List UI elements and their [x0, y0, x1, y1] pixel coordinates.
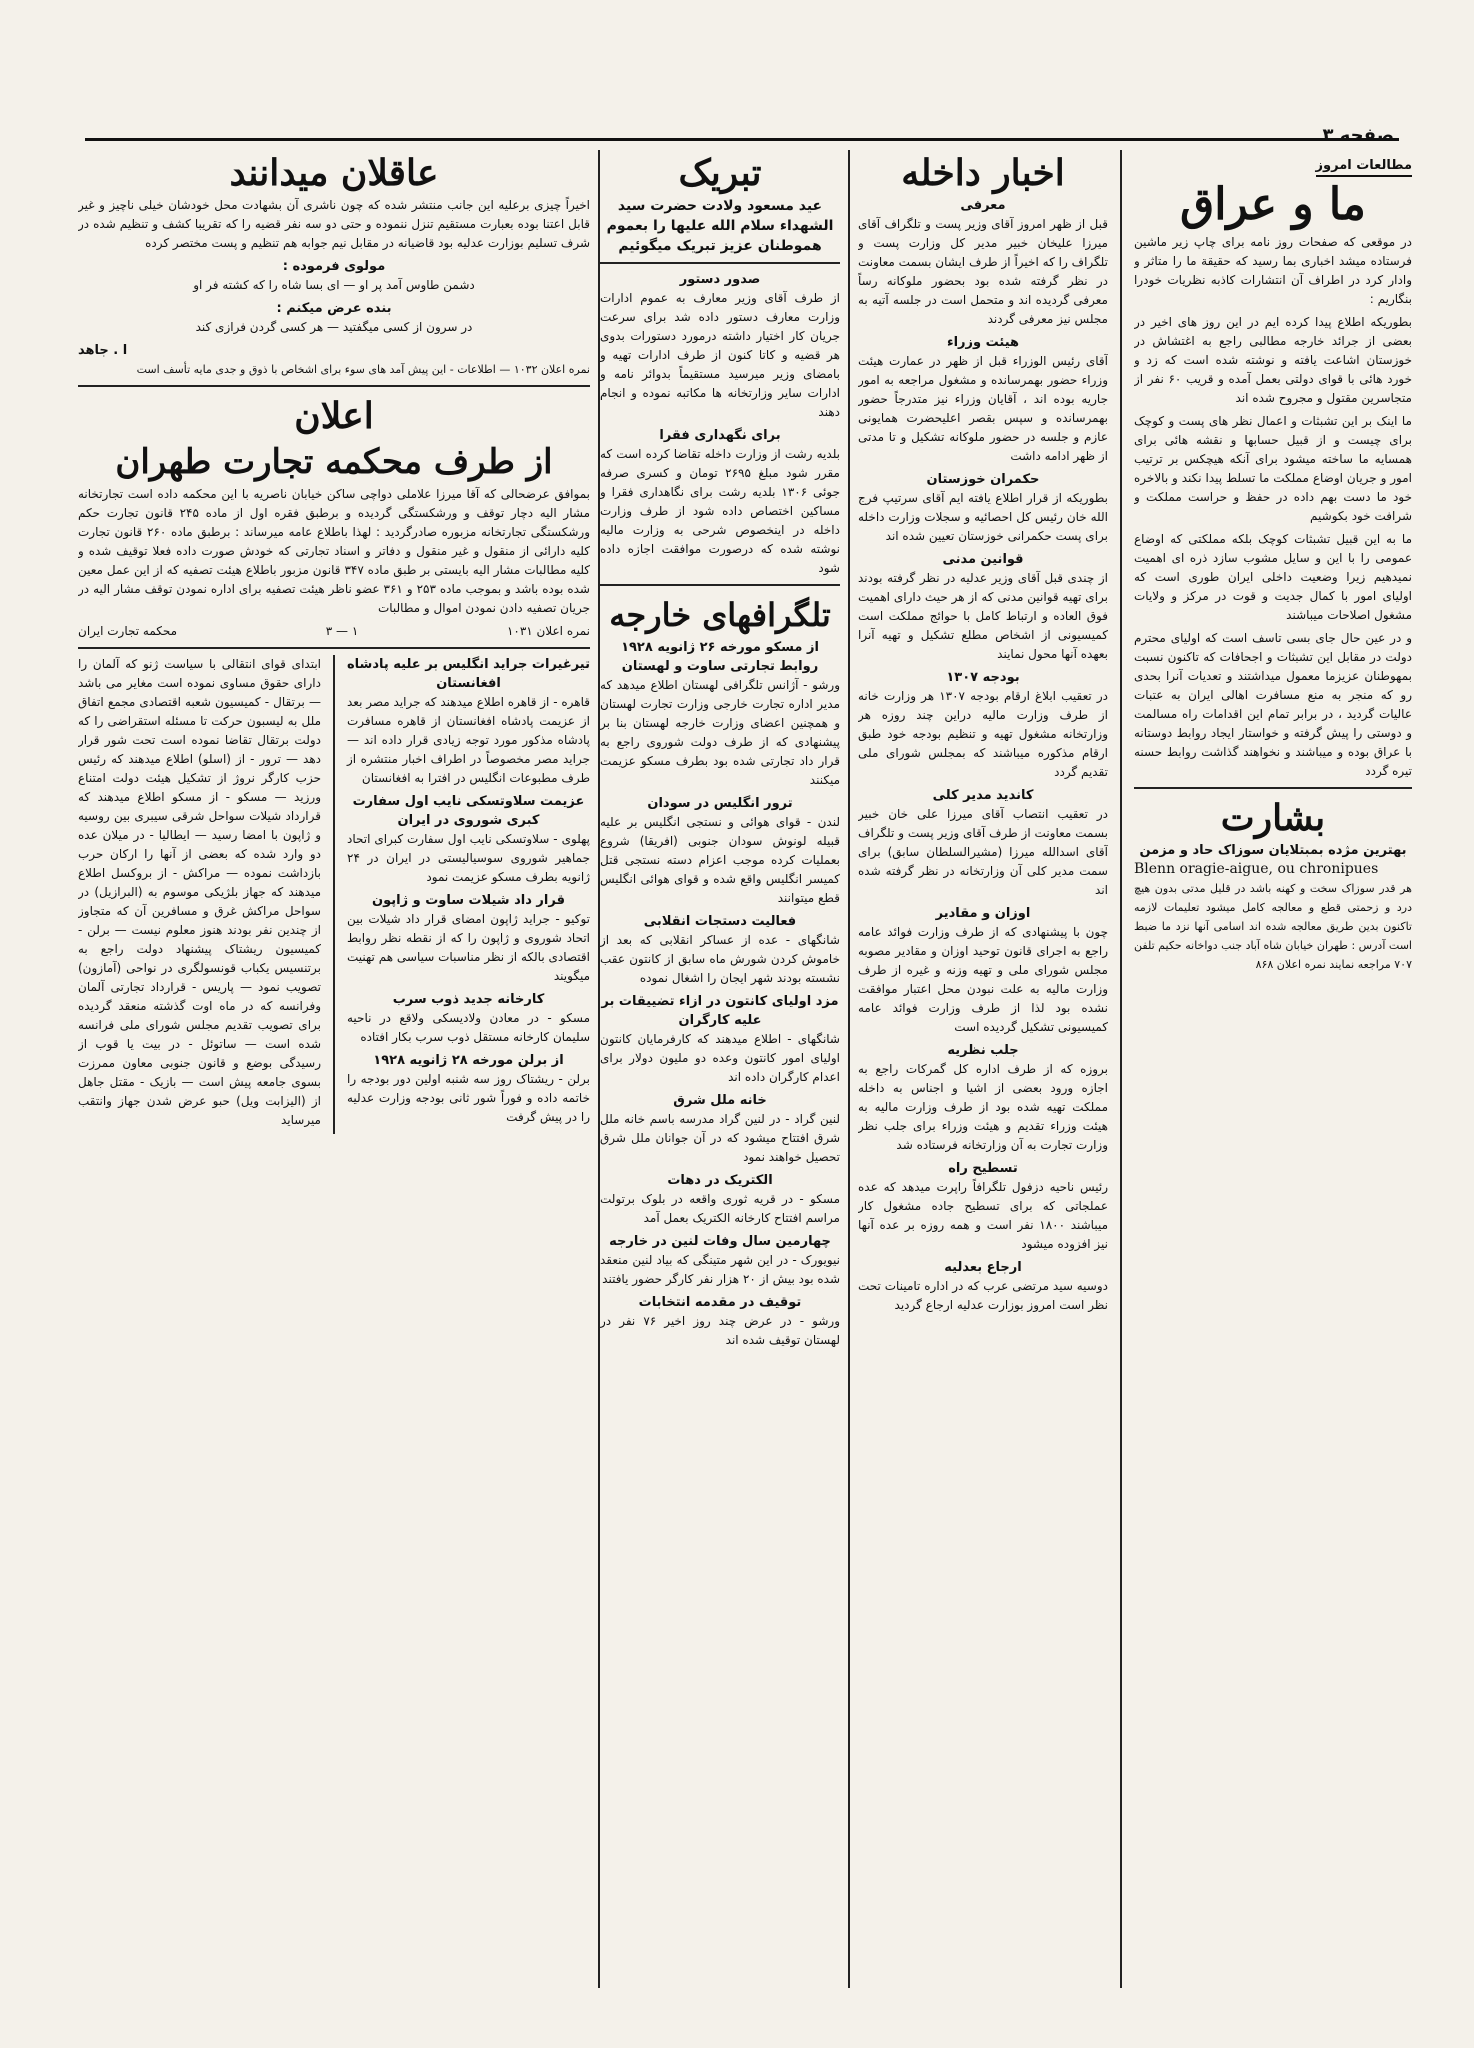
- section-body: مسکو - در قریه ثوری واقعه در بلوک برتولت مراسم افتتاح کارخانه الکتریک بعمل آمد: [600, 1192, 840, 1225]
- divider: [600, 262, 840, 264]
- section-body: از طرف آقای وزیر معارف به عموم ادارات وزارت معارف دستور داده شد برای سرعت جریان کار اختیار داشته درمورد دستورات بدوی هر قضیه و کاتا کنون از طرف ادارات تهیه و بامضای وزیر میرسید مستقیماً بدوائر نامه و ادارات سایر وزارتخانه ها مکاتبه نموده و انجام دهند: [600, 291, 840, 419]
- section-body: قبل از ظهر امروز آقای وزیر پست و تلگراف آقای میرزا علیخان خبیر مدیر کل وزارت پست و تلگراف را که اخیراً از طرف ایشان بسمت معاونت در نظر گرفته شده بود بحضور ملوکانه رساً معرفی گردیده اند و متحمل است در جلسه آتیه به مجلس نیز معرفی گردند: [858, 217, 1108, 326]
- section-title: تیرغیرات جراید انگلیس بر علیه پادشاه افغانستان: [346, 657, 590, 691]
- headline-akhbar-dakhele: اخبار داخله: [901, 152, 1065, 194]
- section-body: آقای رئیس الوزراء قبل از ظهر در عمارت هیئت وزراء حضور بهمرسانده و مشغول مراجعه به امور جاریه بوده اند ، آقایان وزراء نیز متدرجاً حضور بهمرسانده و سپس بقصر اعلیحضرت همایونی عازم و جلسه در حضور ملوکانه تشکیل و تا مدتی از ظهر ادامه داشت: [858, 354, 1108, 463]
- section-title: مزد اولیای کانتون در ازاء تضییقات بر علیه کارگران: [601, 994, 839, 1028]
- section-title: کارخانه جدید ذوب سرب: [392, 992, 545, 1007]
- section-title: فعالیت دستجات انقلابی: [643, 914, 797, 929]
- headline-aghelan: عاقلان میدانند: [229, 152, 439, 194]
- quote-intro: بنده عرض میکنم :: [276, 301, 392, 316]
- section-body: دوسیه سید مرتضی عرب که در اداره تامینات تحت نظر است امروز بوزارت عدلیه ارجاع گردید: [858, 1279, 1108, 1312]
- footnote: نمره اعلان ۱۰۳۲ — اطلاعات - این پیش آمد های سوء برای اشخاص با ذوق و جدی مایه تأسف است: [136, 363, 590, 376]
- poem-line: دشمن طاوس آمد پر او — ای بسا شاه را که کشته فر او: [193, 278, 475, 292]
- divider: [1134, 787, 1412, 789]
- article-paragraph: و در عین حال جای بسی تاسف است که اولیای محترم دولت در مقابل این تشبثات و اجحافات که تاکنون نسبت بمهوطنان عزیزما معمول میداشتند و تعدیات آنرا بحدی رو که منجر به منع مسافرت اهالی ایران به عتبات عالیات گردید ، در برابر تمام این اقدامات راه مسالمت و دوستی را پیش گرفته و خواستار ایجاد روابط دوستانه با عراق بوده و میباشند و نخواهند گذاشت روابط حسنه تیره گردد: [1134, 631, 1412, 778]
- section-body: در تعقیب انتصاب آقای میرزا علی خان خبیر بسمت معاونت از طرف آقای وزیر پست و تلگراف آقای اسدالله میرزا (مشیرالسلطان سابق) برای سمت مدیر کلی آن وزارتخانه در نظر گرفته شده اند: [858, 807, 1108, 897]
- subcolumn-right: [347, 655, 590, 1134]
- poem-line: در سرون از کسی میگفتید — هر کسی گردن فرازی کند: [195, 320, 473, 334]
- section-title: ترور انگلیس در سودان: [647, 796, 793, 811]
- section-title: از برلن مورخه ۲۸ ژانویه ۱۹۲۸: [373, 1053, 564, 1068]
- column-1: [1134, 150, 1412, 1988]
- headline-tabrik: تبریک: [678, 152, 762, 194]
- article-paragraph: در موقعی که صفحات روز نامه برای چاپ زیر ماشین فرستاده میشد اخباری بما رسید که حقیقة ما را متاثر و وادار کرد در اطراف آن انتشارات کاذبه نظریات خودرا بنگاریم :: [1134, 235, 1412, 306]
- section-body: برلن - ریشتاک روز سه شنبه اولین دور بودجه را خاتمه داده و فوراً شور ثانی بودجه وزارت عدلیه را در پیش گرفت: [347, 1072, 590, 1124]
- section-title: عزیمت سلاوتسکی نایب اول سفارت کبری شوروی در ایران: [352, 794, 585, 828]
- article-paragraph: اخیراً چیزی برعلیه این جانب منتشر شده که چون ناشری آن بشهادت محل خودشان خیلی ناچیز و غیر قابل اعتنا بوده بعبارت مستقیم تنزل ننموده و حتی دو سه نفر قضیه را که تقریبا کشف و تنظیم شده در شرف تسلیم بوزارت عدلیه بود قاضیانه در مقابل نیم جوابه هم تنظیم و پست مختصر کرده: [78, 198, 590, 250]
- section-title: حکمران خوزستان: [926, 472, 1040, 487]
- section-title: توقیف در مقدمه انتخابات: [638, 1295, 802, 1310]
- column-rule: [848, 150, 850, 1988]
- section-body: شانگهای - اطلاع میدهند که کارفرمایان کانتون اولیای امور کانتون وعده دو ملیون دولار برای اعدام کارگران داده اند: [600, 1032, 840, 1084]
- greeting: عید مسعود ولادت حضرت سید الشهداء سلام الله علیها را بعموم هموطنان عزیز تبریک میگوئیم: [606, 198, 834, 254]
- section-body: مسکو - در معادن ولادیسکی ولاقع در ناحیه سلیمان کارخانه مستقل ذوب سرب بکار افتاده: [347, 1011, 590, 1044]
- section-body: از چندی قبل آقای وزیر عدلیه در نظر گرفته بودند برای تهیه قوانین مدنی که از هر حیث دارای اهمیت فوق العاده و ارتباط کامل با حوائج مملکت است کمیسیونی از اشخاص مطلع تشکیل و تهیه آنرا بعهده آنها محول نمایند: [858, 571, 1108, 661]
- section-title: الکتریک در دهات: [667, 1173, 773, 1188]
- section-body: قاهره - از قاهره اطلاع میدهند که جراید مصر بعد از عزیمت پادشاه افغانستان از قاهره مسافرت پادشاه مذکور مورد توجه زیادی قرار داده اند — جراید مصر مخصوصاً در اطراف اخبار منتشره از طرف مطبوعات انگلیس در افترا به افغانستان: [347, 695, 590, 785]
- quote-intro: مولوی فرموده :: [282, 259, 386, 274]
- page-number: صفحه ۳: [1322, 125, 1394, 146]
- column-2: [858, 150, 1108, 1988]
- section-body: توکیو - جراید ژاپون امضای قرار داد شیلات بین اتحاد شوروی و ژاپون را که از نقطه نظر روابط اقتصادی بالکه از نظر مناسبات سیاسی هم تهنیت میگویند: [347, 912, 590, 983]
- section-body: لندن - قوای هوائی و نستجی انگلیس بر علیه قبیله لونوش سودان جنوبی (افریقا) شروع بعملیات کرده موجب اعزام دسته نستجی قتل کمیسر انگلیس واقع شده و قوای هوائی انگلیس قطع میتوانند: [600, 815, 840, 905]
- notice-lead: بهترین مژده بمبتلایان سوزاک حاد و مزمن: [1139, 843, 1407, 858]
- headline-elan: اعلان: [294, 395, 374, 437]
- section-title: معرفی: [960, 198, 1006, 213]
- article-paragraph: بطوریکه اطلاع پیدا کرده ایم در این روز های اخیر در بعضی از جرائد خارجه مطالبی راجع به اغتشاش در خوزستان اشاعت یافته و نوشته شده است که زد و خورد هائی با قوای دولتی بعمل آمده و قریب ۶۰ نفر از متجاسرین مقتول و مجروح شده اند: [1134, 315, 1412, 405]
- section-body: بلدیه رشت از وزارت داخله تقاضا کرده است که مقرر شود مبلغ ۲۶۹۵ تومان و کسری صرفه جوئی ۱۳۰۶ بلدیه رشت برای نگاهداری فقرا و مساکین اختصاص داده شود از طرف وزارت داخله در اینخصوص شرحی به وزارت مالیه نوشته شده که درصورت موافقت اجازه داده شود: [600, 447, 840, 575]
- section-title: برای نگهداری فقرا: [659, 428, 781, 443]
- section-title: صدور دستور: [679, 272, 761, 287]
- section-body: رئیس ناحیه دزفول تلگرافاً راپرت میدهد که عده عملجاتی که برای تسطیح جاده مشغول کار میباشند ۱۸۰۰ نفر است و همه روزه بر عده آنها نیز افزوده میشود: [858, 1180, 1108, 1251]
- ad-page: ۱ — ۳: [325, 624, 359, 638]
- section-body: بروزه که از طرف اداره کل گمرکات راجع به اجازه ورود بعضی از اشیا و اجناس به داخله مملکت تهیه شده بود از طرف وزارت مالیه به هیئت وزراء تقدیم و هیئت وزراء برای جلب نظر وزارت تجارت به آن وزارتخانه فرستاده شد: [858, 1062, 1108, 1152]
- section-body: چون با پیشنهادی که از طرف وزارت فوائد عامه راجع به اجرای قانون توحید اوزان و مقادیر مصوبه مجلس شورای ملی و تهیه وزنه و غیره از طرف وزارت مالیه به علت نبودن محل اعتبار موافقت نشده بود لذا از طرف وزارت فوائد عامه کمیسیونی تشکیل گردیده است: [858, 925, 1108, 1034]
- section-body: شانگهای - عده از عساکر انقلابی که بعد از خاموش کردن شورش ماه سابق از کانتون عقب نشسته بودند شهر ایجان را اشغال نموده: [600, 933, 840, 985]
- article-paragraph: ما به این قبیل تشبثات کوچک بلکه مملکتی که اوضاع عمومی را با این و سایل مشوب سازد ذره ای اهمیت نمیدهیم زیرا وضعیت داخلی ایران طوری است که اولیای امور با کمال جدیت و قوت در مرکز و ولایات مشغول اصلاحات میباشند: [1134, 532, 1412, 622]
- notice-french: Blenn oragie-aigue, ou chronipues: [1134, 861, 1379, 877]
- section-title: بودجه ۱۳۰۷: [946, 670, 1020, 685]
- headline-ma-va-eragh: ما و عراق: [1180, 179, 1366, 230]
- section-body: ابتدای قوای انتقالی با سیاست ژنو که آلمان را دارای حقوق مساوی نموده است مغایر می باشد — برتقال - کمیسیون شعبه اقتصادی مجمع اتفاق ملل به لیسبون حرکت تا مسئله استقراضی را که دولت برتقال تقاضا نموده است تحت شور قرار دهد — ترور - از (اسلو) اطلاع میدهند که رئیس حزب کارگر نروژ از تشکیل هیئت دولت امتناع ورزید — مسکو - از مسکو اطلاع میدهند که قرارداد شیلات سواحل شرقی سیبری بین روسیه و ژاپون با امضا رسید — ایطالیا - در میلان عده دو وارد شده که بعضی از آنها را ارکان حرب بازداشت نموده — مراکش - از بروکسل اطلاع میدهند که جهاز بلژیکی موسوم به (البرازیل) در سواحل مراکش غرق و مسافرین آن که متجاوز از چندین نفر بودند هنوز معلوم نیست — برلن - کمیسیون ریشتاک پیشنهاد دولت راجع به برتنسیس یکباب قونسولگری در نواحی (آمازون) تصویب نمود — پاریس - قرارداد تجارتی آلمان وفرانسه که در ماه اوت گذشته منعقد گردیده برای تصویب تقدیم مجلس شورای ملی فرانسه شده است — ساتوئل - در بیت یا قوب از رسیدگی بوضع و قانون جنوبی معاون ممرزت بسوی جامعه پیش است — بازیک - مقتل جاهل از (الیزابت ویل) حبو عرض شدن جهاز وانتقب میرساید: [78, 657, 321, 1127]
- section-title: خانه ملل شرق: [673, 1093, 767, 1108]
- section-body: بطوریکه از قرار اطلاع یافته ایم آقای سرتیپ فرج الله خان رئیس کل احصائیه و سجلات وزارت داخله برای پست حکمرانی خوزستان تعیین شده اند: [858, 491, 1108, 543]
- section-title: هیئت وزراء: [946, 335, 1020, 350]
- section-body: ورشو - در عرض چند روز اخیر ۷۶ نفر در لهستان توقیف شده اند: [600, 1314, 840, 1347]
- section-title: ارجاع بعدلیه: [944, 1260, 1022, 1275]
- section-title: از مسکو مورخه ۲۶ ژانویه ۱۹۲۸ روابط تجارتی ساوت و لهستان: [621, 640, 819, 674]
- section-body: پهلوی - سلاوتسکی نایب اول سفارت کبرای اتحاد جماهیر شوروی سوسیالیستی در ایران در ۲۴ ژانویه بطرف مسکو عزیمت نمود: [347, 832, 590, 884]
- notice-title: بشارت: [1220, 797, 1326, 839]
- subcolumn-left: [78, 655, 321, 1134]
- headline-court: از طرف محکمه تجارت طهران: [115, 442, 553, 482]
- inner-rule: [333, 655, 335, 1134]
- article-paragraph: ما اینک بر این تشبثات و اعمال نظر های پست و کوچک برای چیست و از قبیل حسابها و نقشه هائی برای همسایه ما ساخته میشود برای آنکه هیچکس بر ترتیب امور و جریان اوضاع مملکت ما تسلط پیدا نکند و بالاخره خود ما دست بهم داده در حفظ و حراست مملکت و شرافت خود بکوشیم: [1134, 414, 1412, 523]
- ad-signature: محکمه تجارت ایران: [78, 624, 178, 638]
- kicker: مطالعات امروز: [1316, 156, 1412, 177]
- divider: [600, 584, 840, 586]
- column-4: [78, 150, 590, 1988]
- section-title: کاندید مدیر کلی: [932, 788, 1034, 803]
- divider: [78, 647, 590, 649]
- ad-number: نمره اعلان ۱۰۳۱: [506, 624, 590, 638]
- section-title: چهارمین سال وفات لنین در خارجه: [609, 1234, 831, 1249]
- section-body: در تعقیب ابلاغ ارقام بودجه ۱۳۰۷ هر وزارت خانه از طرف وزارت مالیه دراین چند روزه هر وزارتخانه مشغول تهیه و تنظیم بودجه خود طبق ارقام مذکوره میباشند که بمجلس شورای ملی تقدیم گردد: [858, 689, 1108, 779]
- section-title: جلب نظریه: [947, 1043, 1019, 1058]
- notice-body: هر قدر سوزاک سخت و کهنه باشد در قلیل مدتی بدون هیچ درد و زحمتی قطع و معالجه کامل میشود تعلیمات لازمه تاکنون بدین طریق معالجه شده اند اسامی آنها نزد ما ضبط است آدرس : طهران خیابان شاه آباد جنب دواخانه حکیم تلفن ۷۰۷ مراجعه نمایند نمره اعلان ۸۶۸: [1134, 882, 1412, 971]
- section-title: قرار داد شیلات ساوت و ژاپون: [372, 893, 565, 908]
- section-body: لنین گراد - در لنین گراد مدرسه باسم خانه ملل شرق افتتاح میشود که در آن جوانان ملل شرق تحصیل خواهند نمود: [600, 1112, 840, 1164]
- column-3: [600, 150, 840, 1988]
- section-title: اوزان و مقادیر: [935, 906, 1031, 921]
- ad-footer: [78, 622, 590, 641]
- top-rule: [85, 138, 1399, 141]
- column-rule: [598, 150, 600, 1988]
- ad-body: بموافق عرضحالی که آقا میرزا علاملی دواچی ساکن خیابان ناصریه با این محکمه داده است تجارتخانه مشار الیه دچار توقف و ورشکستگی گردیده و برطبق فقره اول از ماده ۲۴۵ قانون تجارت حکم ورشکستگی تجارتخانه مزبوره صادرگردید : لهذا باطلاع عامه میرساند : برطبق ماده ۲۶۰ قانون تجارت کلیه دارائی از منقول و غیر منقول و دفاتر و اسناد تجارتی که خودش صورت داده فعلا توقیف شده و کلیه مطالبات مشار الیه بایستی بر طبق ماده ۳۴۷ قانون مزبور باطلاع هیئت تصفیه که از این عمل معین شده بوده باشد و بموجب ماده ۲۵۳ و ۳۶۱ عضو ناظر هیئت تصفیه برای اداره نمودن توقف مشار الیه در جریان تصفیه دادن نمودن اموال و مطالبات: [78, 487, 590, 615]
- section-body: ورشو - آژانس تلگرافی لهستان اطلاع میدهد که مدیر اداره تجارت خارجی وزارت تجارت لهستان و همچنین اعضای وزارت خارجه لهستان بنا بر پیشنهادی که از طرف دولت شوروی راجع به قرار داد تجارتی شده بود بطرف مسکو عزیمت میکنند: [600, 678, 840, 787]
- section-body: نیویورک - در این شهر متینگی که بیاد لنین منعقد شده بود بیش از ۲۰ هزار نفر کارگر حضور یافتند: [600, 1253, 840, 1286]
- headline-telegraph: تلگرافهای خارجه: [609, 596, 831, 634]
- section-title: قوانین مدنی: [942, 552, 1024, 567]
- signature: ا . جاهد: [78, 343, 128, 358]
- divider: [78, 385, 590, 387]
- section-title: تسطیح راه: [948, 1161, 1018, 1176]
- column-rule: [1120, 150, 1122, 1988]
